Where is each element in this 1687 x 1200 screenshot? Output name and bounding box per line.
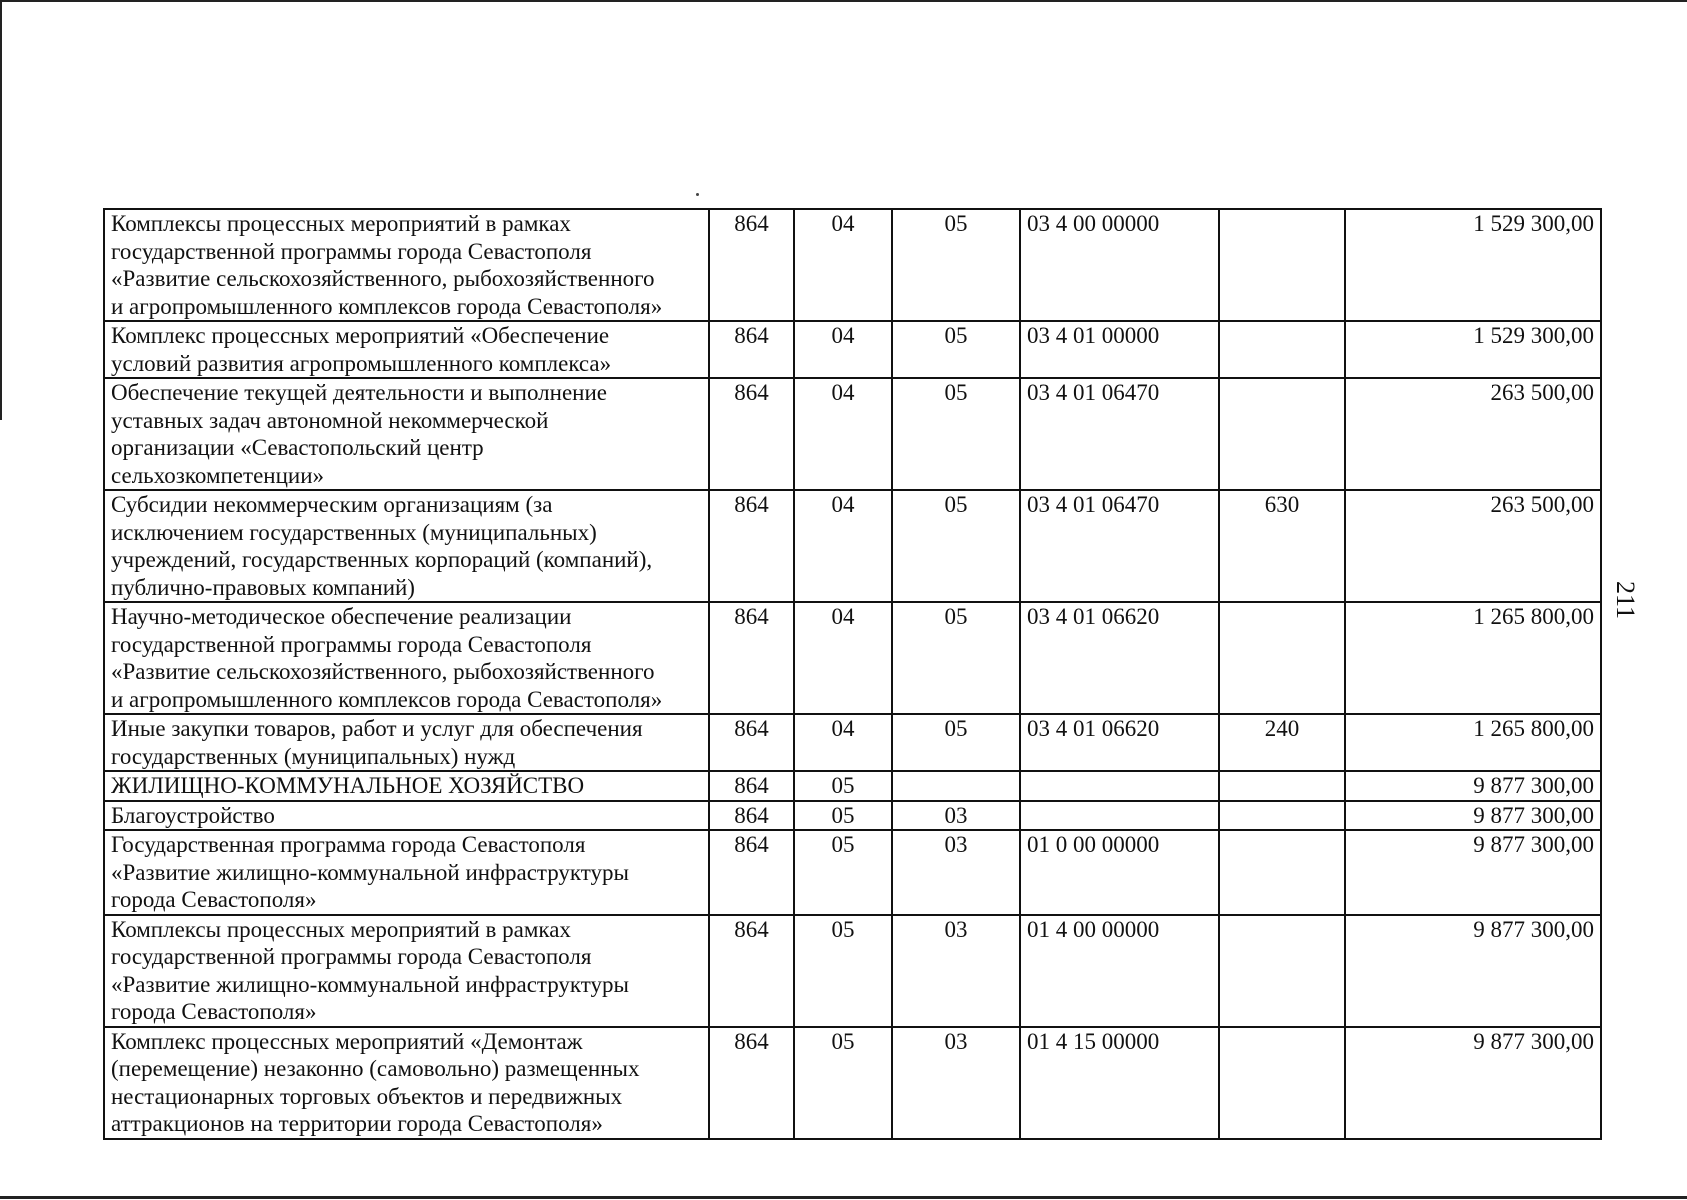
row-grbs: 864 [709, 830, 794, 915]
scan-edge-left [0, 0, 2, 420]
row-rz: 05 [794, 830, 892, 915]
row-grbs: 864 [709, 378, 794, 490]
row-name: Благоустройство [104, 801, 709, 831]
row-rz: 05 [794, 915, 892, 1027]
row-csr: 03 4 01 06620 [1020, 714, 1219, 771]
row-grbs: 864 [709, 321, 794, 378]
row-csr: 03 4 01 06470 [1020, 378, 1219, 490]
row-vr [1219, 378, 1345, 490]
row-pr: 05 [892, 714, 1020, 771]
table-row [104, 830, 1601, 915]
table-body [104, 209, 1601, 1139]
page-number: 211 [1611, 580, 1640, 620]
row-rz: 05 [794, 771, 892, 801]
row-csr: 01 0 00 00000 [1020, 830, 1219, 915]
row-grbs: 864 [709, 209, 794, 321]
row-vr [1219, 915, 1345, 1027]
row-name: Государственная программа города Севастополя «Развитие жилищно-коммунальной инфраструктуры города Севастополя» [104, 830, 709, 915]
scan-edge-top [0, 0, 1687, 2]
row-pr: 03 [892, 801, 1020, 831]
row-vr: 240 [1219, 714, 1345, 771]
row-sum: 9 877 300,00 [1345, 801, 1601, 831]
row-csr [1020, 771, 1219, 801]
row-sum: 9 877 300,00 [1345, 771, 1601, 801]
table-row [104, 378, 1601, 490]
table-row [104, 714, 1601, 771]
row-sum: 263 500,00 [1345, 378, 1601, 490]
row-csr: 03 4 01 00000 [1020, 321, 1219, 378]
row-sum: 1 265 800,00 [1345, 714, 1601, 771]
row-name: Комплекс процессных мероприятий «Обеспечение условий развития агропромышленного комплекса» [104, 321, 709, 378]
scan-edge-bottom [0, 1196, 1687, 1199]
row-name: Комплекс процессных мероприятий «Демонтаж (перемещение) незаконно (самовольно) размещенных нестационарных торговых объектов и передвижных аттракционов на территории города Севастополя» [104, 1027, 709, 1139]
row-name: ЖИЛИЩНО-КОММУНАЛЬНОЕ ХОЗЯЙСТВО [104, 771, 709, 801]
table-row [104, 915, 1601, 1027]
row-rz: 04 [794, 378, 892, 490]
row-vr [1219, 1027, 1345, 1139]
row-pr: 05 [892, 209, 1020, 321]
row-sum: 9 877 300,00 [1345, 830, 1601, 915]
row-sum: 9 877 300,00 [1345, 915, 1601, 1027]
row-vr: 630 [1219, 490, 1345, 602]
row-sum: 1 265 800,00 [1345, 602, 1601, 714]
row-csr: 03 4 01 06620 [1020, 602, 1219, 714]
table-row [104, 771, 1601, 801]
row-csr: 03 4 01 06470 [1020, 490, 1219, 602]
row-vr [1219, 209, 1345, 321]
table-row [104, 209, 1601, 321]
row-vr [1219, 771, 1345, 801]
budget-table [103, 208, 1602, 1140]
row-rz: 04 [794, 490, 892, 602]
row-name: Комплексы процессных мероприятий в рамках государственной программы города Севастополя «Развитие жилищно-коммунальной инфраструктуры города Севастополя» [104, 915, 709, 1027]
row-pr: 03 [892, 1027, 1020, 1139]
row-grbs: 864 [709, 801, 794, 831]
row-csr: 01 4 15 00000 [1020, 1027, 1219, 1139]
table-row [104, 490, 1601, 602]
row-rz: 04 [794, 209, 892, 321]
row-sum: 1 529 300,00 [1345, 209, 1601, 321]
row-sum: 263 500,00 [1345, 490, 1601, 602]
row-csr: 01 4 00 00000 [1020, 915, 1219, 1027]
row-grbs: 864 [709, 771, 794, 801]
row-pr: 05 [892, 490, 1020, 602]
row-vr [1219, 321, 1345, 378]
table-row [104, 801, 1601, 831]
row-rz: 05 [794, 1027, 892, 1139]
row-csr [1020, 801, 1219, 831]
scan-speck [696, 193, 699, 196]
row-pr: 05 [892, 321, 1020, 378]
row-grbs: 864 [709, 490, 794, 602]
table-row [104, 1027, 1601, 1139]
row-vr [1219, 830, 1345, 915]
row-grbs: 864 [709, 1027, 794, 1139]
row-name: Научно-методическое обеспечение реализации государственной программы города Севастополя «Развитие сельскохозяйственного, рыбохозяйственного и агропромышленного комплексов города Севастополя» [104, 602, 709, 714]
row-sum: 1 529 300,00 [1345, 321, 1601, 378]
row-sum: 9 877 300,00 [1345, 1027, 1601, 1139]
row-name: Иные закупки товаров, работ и услуг для обеспечения государственных (муниципальных) нужд [104, 714, 709, 771]
row-grbs: 864 [709, 714, 794, 771]
table-row [104, 321, 1601, 378]
row-rz: 05 [794, 801, 892, 831]
row-pr: 05 [892, 602, 1020, 714]
row-rz: 04 [794, 321, 892, 378]
row-name: Субсидии некоммерческим организациям (за исключением государственных (муниципальных) учреждений, государственных корпораций (компаний), публично-правовых компаний) [104, 490, 709, 602]
row-pr [892, 771, 1020, 801]
row-vr [1219, 801, 1345, 831]
row-grbs: 864 [709, 915, 794, 1027]
row-name: Комплексы процессных мероприятий в рамках государственной программы города Севастополя «Развитие сельскохозяйственного, рыбохозяйственного и агропромышленного комплексов города Севастополя» [104, 209, 709, 321]
row-name: Обеспечение текущей деятельности и выполнение уставных задач автономной некоммерческой организации «Севастопольский центр сельхозкомпетенции» [104, 378, 709, 490]
row-grbs: 864 [709, 602, 794, 714]
row-pr: 05 [892, 378, 1020, 490]
row-pr: 03 [892, 915, 1020, 1027]
row-rz: 04 [794, 602, 892, 714]
row-pr: 03 [892, 830, 1020, 915]
table-row [104, 602, 1601, 714]
row-rz: 04 [794, 714, 892, 771]
row-csr: 03 4 00 00000 [1020, 209, 1219, 321]
row-vr [1219, 602, 1345, 714]
